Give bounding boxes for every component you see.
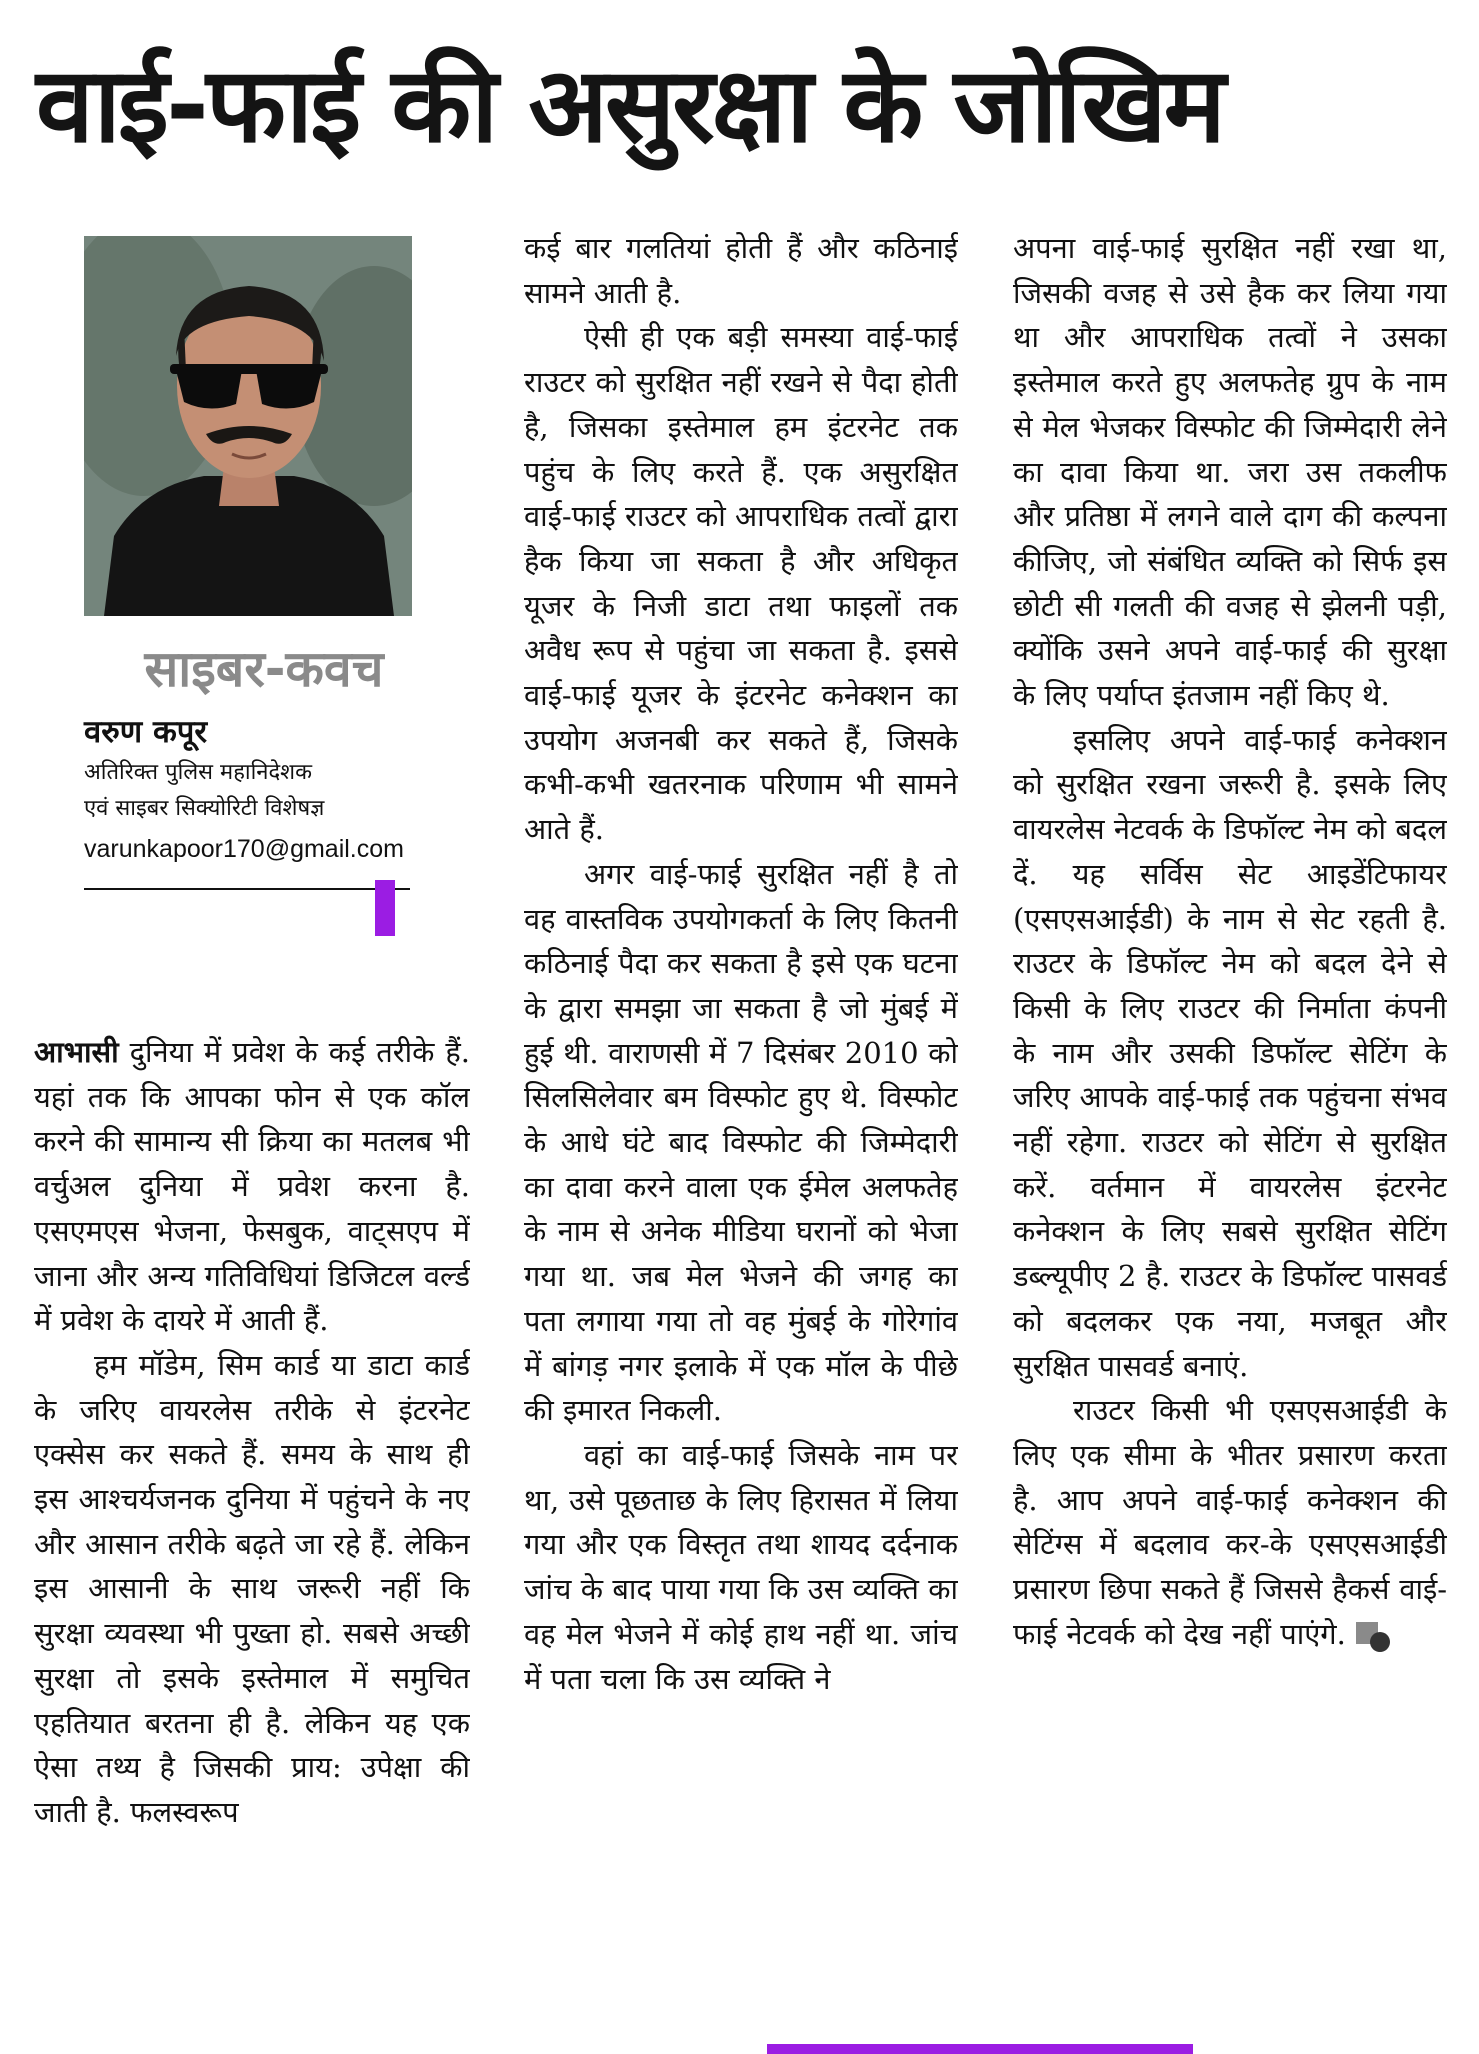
- headline: वाई-फाई की असुरक्षा के जोखिम: [36, 44, 1223, 166]
- article-paragraph: हम मॉडेम, सिम कार्ड या डाटा कार्ड के जरिए वायरलेस तरीके से इंटरनेट एक्सेस कर सकते हैं. समय के साथ ही इस आश्चर्यजनक दुनिया में पहुंचने के नए और आसान तरीके बढ़ते जा रहे हैं. लेकिन इस आसानी के साथ जरूरी नहीं कि सुरक्षा व्यवस्था भी पुख्ता हो. सबसे अच्छी सुरक्षा तो इसके इस्तेमाल में समुचित एहतियात बरतना ही है. लेकिन यह एक ऐसा तथ्य है जिसकी प्राय: उपेक्षा की जाती है. फलस्वरूप: [34, 1347, 470, 1829]
- end-of-article-icon: [1356, 1622, 1392, 1650]
- author-photo: [84, 236, 412, 616]
- article-paragraph: कई बार गलतियां होती हैं और कठिनाई सामने आती है.: [524, 231, 958, 310]
- article-paragraph: इसलिए अपने वाई-फाई कनेक्शन को सुरक्षित रखना जरूरी है. इसके लिए वायरलेस नेटवर्क के डिफॉल्ट नेम को बदल दें. यह सर्विस सेट आइडेंटिफायर (एसएसआईडी) के नाम से सेट रहती है. राउटर के डिफॉल्ट नेम को बदल देने से किसी के लिए राउटर की निर्माता कंपनी के नाम और उसकी डिफॉल्ट सेटिंग के जरिए आपके वाई-फाई तक पहुंचना संभव नहीं रहेगा. राउटर को सेटिंग से सुरक्षित करें. वर्तमान में वायरलेस इंटरनेट कनेक्शन के लिए सबसे सुरक्षित सेटिंग डब्ल्यूपीए 2 है. राउटर के डिफॉल्ट पासवर्ड को बदलकर एक नया, मजबूत और सुरक्षित पासवर्ड बनाएं.: [1013, 722, 1447, 1383]
- author-title-line1: अतिरिक्त पुलिस महानिदेशक: [84, 760, 313, 785]
- author-name: वरुण कपूर: [84, 714, 208, 750]
- article-paragraph: अपना वाई-फाई सुरक्षित नहीं रखा था, जिसकी वजह से उसे हैक कर लिया गया था और आपराधिक तत्वों ने उसका इस्तेमाल करते हुए अलफतेह ग्रुप के नाम से मेल भेजकर विस्फोट की जिम्मेदारी लेने का दावा किया था. जरा उस तकलीफ और प्रतिष्ठा में लगने वाले दाग की कल्पना कीजिए, जो संबंधित व्यक्ति को सिर्फ इस छोटी सी गलती की वजह से झेलनी पड़ी, क्योंकि उसने अपने वाई-फाई की सुरक्षा के लिए पर्याप्त इंतजाम नहीं किए थे.: [1013, 231, 1447, 713]
- paragraph-text: दुनिया में प्रवेश के कई तरीके हैं. यहां तक कि आपका फोन से एक कॉल करने की सामान्य सी क्रिया का मतलब भी वर्चुअल दुनिया में प्रवेश करना है. एसएमएस भेजना, फेसबुक, वाट्सएप में जाना और अन्य गतिविधियां डिजिटल वर्ल्ड में प्रवेश के दायरे में आती हैं.: [34, 1035, 470, 1338]
- bottom-accent-bar: [767, 2044, 1193, 2054]
- article-column-3: [1013, 226, 1447, 2018]
- article-column-1: [34, 1030, 470, 2018]
- article-paragraph: ऐसी ही एक बड़ी समस्या वाई-फाई राउटर को सुरक्षित नहीं रखने से पैदा होती है, जिसका इस्तेमाल हम इंटरनेट तक पहुंच के लिए करते हैं. एक असुरक्षित वाई-फाई राउटर को आपराधिक तत्वों द्वारा हैक किया जा सकता है और अधिकृत यूजर के निजी डाटा तथा फाइलों तक अवैध रूप से पहुंचा जा सकता है. इससे वाई-फाई यूजर के इंटरनेट कनेक्शन का उपयोग अजनबी कर सकते हैं, जिसके कभी-कभी खतरनाक परिणाम भी सामने आते हैं.: [524, 320, 958, 847]
- article-paragraph: अगर वाई-फाई सुरक्षित नहीं है तो वह वास्तविक उपयोगकर्ता के लिए कितनी कठिनाई पैदा कर सकता है इसे एक घटना के द्वारा समझा जा सकता है जो मुंबई में हुई थी. वाराणसी में 7 दिसंबर 2010 को सिलसिलेवार बम विस्फोट हुए थे. विस्फोट के आधे घंटे बाद विस्फोट की जिम्मेदारी का दावा करने वाला एक ईमेल अलफतेह के नाम से अनेक मीडिया घरानों को भेजा गया था. जब मेल भेजने की जगह का पता लगाया गया तो वह मुंबई के गोरेगांव में बांगड़ नगर इलाके में एक मॉल के पीछे की इमारत निकली.: [524, 856, 958, 1428]
- byline-accent-bar: [375, 880, 395, 936]
- author-portrait-image: [84, 236, 412, 616]
- article-paragraph: [34, 1030, 470, 1343]
- author-email[interactable]: varunkapoor170@gmail.com: [84, 835, 404, 863]
- byline-divider: [84, 888, 410, 890]
- article-column-2: [524, 226, 958, 2018]
- paragraph-text: राउटर किसी भी एसएसआईडी के लिए एक सीमा के भीतर प्रसारण करता है. आप अपने वाई-फाई कनेक्शन की सेटिंग्स में बदलाव कर-के एसएसआईडी प्रसारण छिपा सकते हैं जिससे हैकर्स वाई-फाई नेटवर्क को देख नहीं पाएंगे.: [1013, 1393, 1447, 1651]
- author-title-line2: एवं साइबर सिक्योरिटी विशेषज्ञ: [84, 796, 325, 821]
- column-name: साइबर-कवच: [144, 640, 384, 698]
- article-paragraph: [1013, 1388, 1447, 1656]
- lead-word: आभासी: [34, 1035, 119, 1069]
- article-paragraph: वहां का वाई-फाई जिसके नाम पर था, उसे पूछताछ के लिए हिरासत में लिया गया और एक विस्तृत तथा शायद दर्दनाक जांच के बाद पाया गया कि उस व्यक्ति का वह मेल भेजने में कोई हाथ नहीं था. जांच में पता चला कि उस व्यक्ति ने: [524, 1437, 958, 1696]
